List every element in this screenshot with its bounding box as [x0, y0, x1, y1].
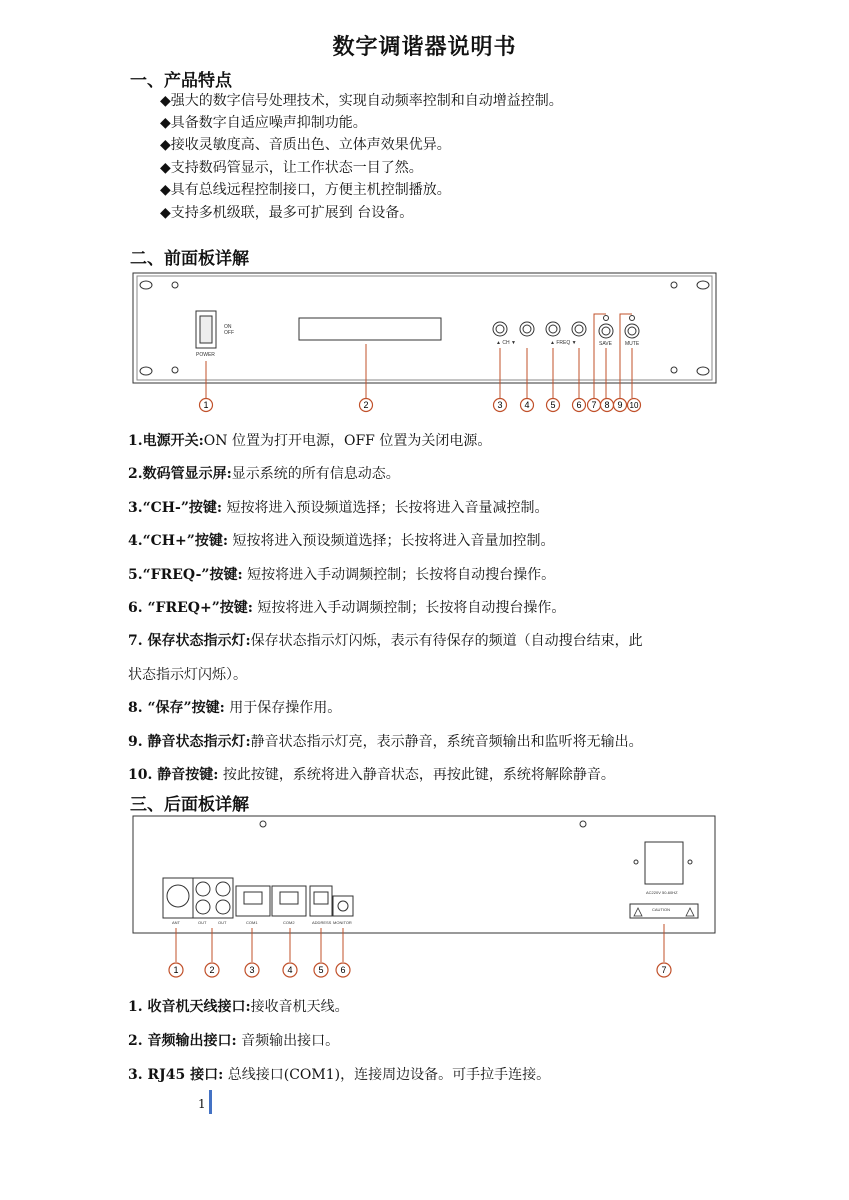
mute-label: MUTE [625, 341, 640, 347]
audio-out-ports [193, 878, 233, 918]
rear-callout-1: 1 [173, 965, 179, 975]
front-item-6: 6. “FREQ+”按键: 短按将进入手动调频控制；长按将自动搜台操作。 [128, 600, 566, 616]
off-label: OFF [224, 330, 234, 336]
callout-3: 3 [497, 400, 503, 410]
feature-item: ◆支持多机级联，最多可扩展到 台设备。 [160, 205, 414, 221]
svg-text:AC220V 50-60HZ: AC220V 50-60HZ [646, 890, 678, 895]
rear-callout-3: 3 [249, 965, 255, 975]
save-indicator [604, 316, 609, 321]
front-panel-diagram [0, 268, 849, 418]
feature-item: ◆强大的数字信号处理技术，实现自动频率控制和自动增益控制。 [160, 93, 563, 109]
front-item-7-cont: 状态指示灯闪烁）。 [128, 667, 247, 683]
svg-text:MONITOR: MONITOR [333, 920, 352, 925]
power-label: POWER [196, 352, 215, 358]
rear-item-3: 3. RJ45 接口: 总线接口(COM1)，连接周边设备。可手拉手连接。 [128, 1067, 551, 1083]
front-item-8: 8. “保存”按键: 用于保存操作用。 [128, 700, 342, 716]
front-item-7: 7. 保存状态指示灯:保存状态指示灯闪烁，表示有待保存的频道（自动搜台结束，此 [128, 633, 643, 649]
ch-plus-button [520, 322, 534, 336]
com2-port [272, 886, 306, 916]
callout-9: 9 [617, 400, 623, 410]
mute-indicator [630, 316, 635, 321]
address-port [310, 886, 332, 916]
svg-text:ANT: ANT [172, 920, 180, 925]
callout-2: 2 [363, 400, 369, 410]
rear-callout-7: 7 [661, 965, 667, 975]
page-number-bar [209, 1090, 212, 1114]
feature-item: ◆支持数码管显示，让工作状态一目了然。 [160, 160, 423, 176]
rear-callout-4: 4 [287, 965, 293, 975]
svg-text:CAUTION: CAUTION [652, 907, 670, 912]
front-item-10: 10. 静音按键: 按此按键，系统将进入静音状态，再按此键，系统将解除静音。 [128, 767, 615, 783]
freq-plus-button [572, 322, 586, 336]
front-item-5: 5.“FREQ-”按键: 短按将进入手动调频控制；长按将自动搜台操作。 [128, 567, 556, 583]
rear-panel-diagram [0, 812, 849, 982]
front-item-9: 9. 静音状态指示灯:静音状态指示灯亮，表示静音，系统音频输出和监听将无输出。 [128, 734, 643, 750]
mute-button [625, 324, 639, 338]
callout-5: 5 [550, 400, 556, 410]
document-title: 数字调谐器说明书 [332, 34, 517, 60]
freq-label: ▲ FREQ ▼ [550, 340, 577, 346]
feature-item: ◆具备数字自适应噪声抑制功能。 [160, 115, 367, 131]
monitor-port [333, 896, 353, 916]
callout-8: 8 [604, 400, 610, 410]
front-item-3: 3.“CH-”按键: 短按将进入预设频道选择；长按将进入音量减控制。 [128, 500, 549, 516]
rear-item-1: 1. 收音机天线接口:接收音机天线。 [128, 999, 349, 1015]
svg-text:ADDRESS: ADDRESS [312, 920, 332, 925]
save-label: SAVE [599, 341, 612, 347]
power-socket [645, 842, 683, 884]
page-number: 1 [198, 1097, 206, 1111]
callout-6: 6 [576, 400, 582, 410]
freq-minus-button [546, 322, 560, 336]
callout-4: 4 [524, 400, 530, 410]
com1-port [236, 886, 270, 916]
section2-heading: 二、前面板详解 [130, 249, 249, 269]
rear-item-2: 2. 音频输出接口: 音频输出接口。 [128, 1033, 340, 1049]
rear-callout-5: 5 [318, 965, 324, 975]
section3-heading: 三、后面板详解 [130, 795, 249, 815]
display-window [299, 318, 441, 340]
ch-label: ▲ CH ▼ [496, 340, 516, 346]
section1-heading: 一、产品特点 [130, 71, 232, 91]
callout-1: 1 [203, 400, 209, 410]
rear-callout-6: 6 [340, 965, 346, 975]
svg-text:COM2: COM2 [283, 920, 295, 925]
callout-10: 10 [629, 401, 639, 410]
svg-text:OUT: OUT [198, 920, 207, 925]
svg-text:OUT: OUT [218, 920, 227, 925]
feature-item: ◆具有总线远程控制接口，方便主机控制播放。 [160, 182, 451, 198]
on-label: ON [224, 324, 232, 330]
svg-text:COM1: COM1 [246, 920, 258, 925]
feature-item: ◆接收灵敏度高、音质出色、立体声效果优异。 [160, 137, 451, 153]
callout-7: 7 [591, 400, 597, 410]
front-item-2: 2.数码管显示屏:显示系统的所有信息动态。 [128, 466, 400, 482]
save-button [599, 324, 613, 338]
ch-minus-button [493, 322, 507, 336]
rear-callout-2: 2 [209, 965, 215, 975]
front-item-4: 4.“CH+”按键: 短按将进入预设频道选择；长按将进入音量加控制。 [128, 533, 555, 549]
front-item-1: 1.电源开关:ON 位置为打开电源，OFF 位置为关闭电源。 [128, 433, 492, 449]
